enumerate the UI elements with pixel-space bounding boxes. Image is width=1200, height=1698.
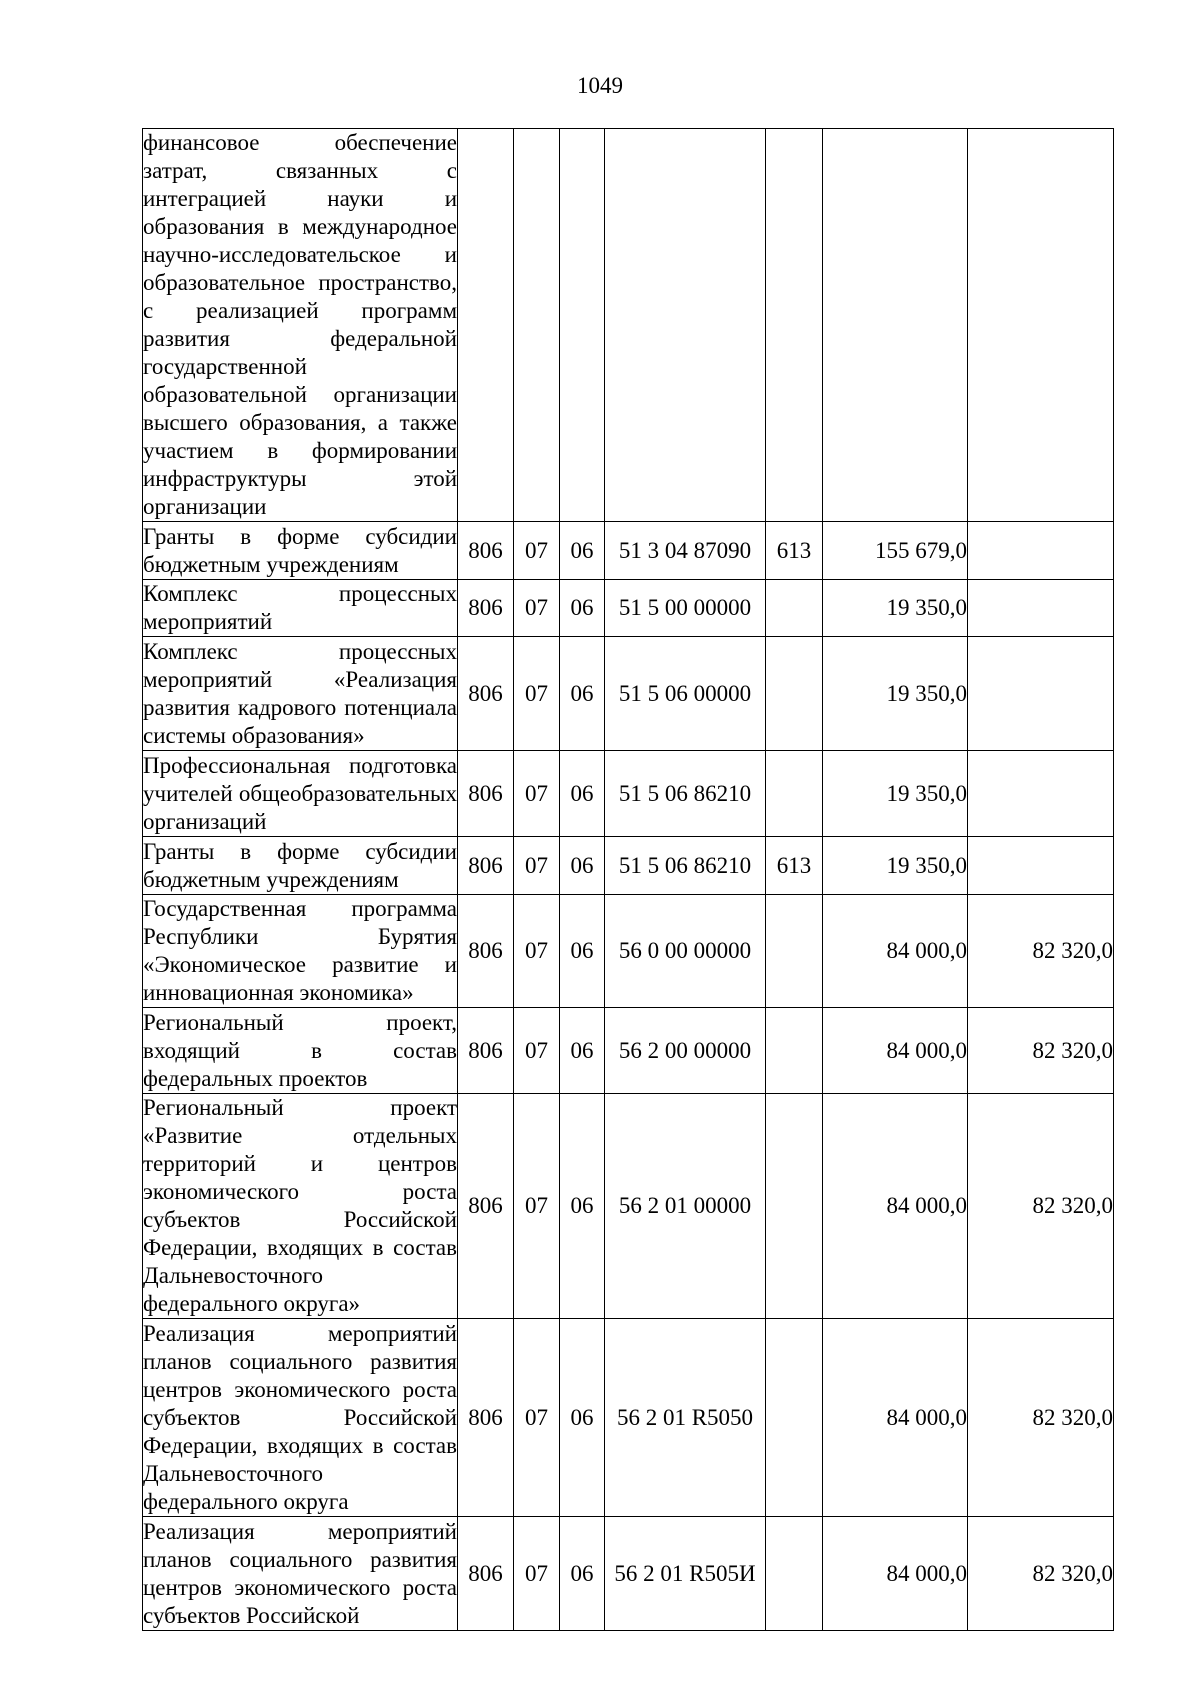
amount-year-1: 155 679,0 [823,522,968,580]
target-article-code: 56 0 00 00000 [605,895,766,1008]
row-description: Региональный проект «Развитие отдельных территорий и центров экономического роста субъектов Российской Федерации, входящих в состав Дальневосточного федерального округа» [143,1094,458,1319]
amount-year-2: 82 320,0 [968,1517,1114,1631]
target-article-code: 51 5 06 86210 [605,837,766,895]
page-number: 1049 [577,73,623,98]
section-code: 07 [514,895,560,1008]
amount-year-2 [968,837,1114,895]
amount-year-1: 19 350,0 [823,751,968,837]
target-article-code [605,129,766,522]
grbs-code: 806 [458,1008,514,1094]
target-article-code: 51 5 06 00000 [605,637,766,751]
amount-year-1: 84 000,0 [823,1517,968,1631]
table-row [143,580,1114,637]
table-row [143,522,1114,580]
target-article-code: 51 3 04 87090 [605,522,766,580]
subsection-code: 06 [560,895,605,1008]
section-code: 07 [514,1094,560,1319]
target-article-code: 51 5 00 00000 [605,580,766,637]
budget-table [142,128,1114,1631]
expense-type-code [766,1319,823,1517]
expense-type-code: 613 [766,837,823,895]
subsection-code: 06 [560,1517,605,1631]
grbs-code: 806 [458,522,514,580]
section-code: 07 [514,580,560,637]
amount-year-1: 84 000,0 [823,1319,968,1517]
subsection-code: 06 [560,1008,605,1094]
expense-type-code [766,129,823,522]
row-description: Реализация мероприятий планов социального развития центров экономического роста субъектов Российской [143,1517,458,1631]
grbs-code: 806 [458,895,514,1008]
row-description: Гранты в форме субсидии бюджетным учреждениям [143,837,458,895]
row-description: Гранты в форме субсидии бюджетным учреждениям [143,522,458,580]
row-description: Реализация мероприятий планов социального развития центров экономического роста субъектов Российской Федерации, входящих в состав Дальневосточного федерального округа [143,1319,458,1517]
expense-type-code: 613 [766,522,823,580]
amount-year-2 [968,580,1114,637]
section-code: 07 [514,637,560,751]
target-article-code: 51 5 06 86210 [605,751,766,837]
grbs-code: 806 [458,637,514,751]
amount-year-1: 84 000,0 [823,1094,968,1319]
expense-type-code [766,751,823,837]
row-description: Государственная программа Республики Бурятия «Экономическое развитие и инновационная экономика» [143,895,458,1008]
amount-year-2: 82 320,0 [968,895,1114,1008]
table-row [143,837,1114,895]
subsection-code [560,129,605,522]
row-description: Профессиональная подготовка учителей общеобразовательных организаций [143,751,458,837]
table-row [143,1008,1114,1094]
expense-type-code [766,1094,823,1319]
target-article-code: 56 2 01 R5050 [605,1319,766,1517]
amount-year-1: 84 000,0 [823,895,968,1008]
subsection-code: 06 [560,837,605,895]
section-code: 07 [514,751,560,837]
table-row [143,129,1114,522]
subsection-code: 06 [560,1094,605,1319]
grbs-code: 806 [458,1094,514,1319]
grbs-code: 806 [458,580,514,637]
subsection-code: 06 [560,522,605,580]
section-code [514,129,560,522]
amount-year-1: 19 350,0 [823,637,968,751]
section-code: 07 [514,1319,560,1517]
target-article-code: 56 2 01 00000 [605,1094,766,1319]
expense-type-code [766,1517,823,1631]
table-row [143,637,1114,751]
amount-year-1 [823,129,968,522]
section-code: 07 [514,1517,560,1631]
amount-year-2 [968,129,1114,522]
grbs-code: 806 [458,1319,514,1517]
amount-year-2 [968,522,1114,580]
table-row [143,1094,1114,1319]
subsection-code: 06 [560,751,605,837]
grbs-code: 806 [458,837,514,895]
table-row [143,1319,1114,1517]
amount-year-2 [968,751,1114,837]
row-description: Комплекс процессных мероприятий [143,580,458,637]
target-article-code: 56 2 00 00000 [605,1008,766,1094]
subsection-code: 06 [560,637,605,751]
row-description: финансовое обеспечение затрат, связанных с интеграцией науки и образования в международное научно-исследовательское и образовательное пространство, с реализацией программ развития федеральной государственной образовательной организации высшего образования, а также участием в формировании инфраструктуры этой организации [143,129,458,522]
amount-year-1: 19 350,0 [823,837,968,895]
table-row [143,751,1114,837]
expense-type-code [766,895,823,1008]
section-code: 07 [514,522,560,580]
expense-type-code [766,580,823,637]
grbs-code: 806 [458,751,514,837]
grbs-code: 806 [458,1517,514,1631]
amount-year-2: 82 320,0 [968,1094,1114,1319]
amount-year-2: 82 320,0 [968,1319,1114,1517]
amount-year-2: 82 320,0 [968,1008,1114,1094]
amount-year-1: 19 350,0 [823,580,968,637]
expense-type-code [766,637,823,751]
amount-year-1: 84 000,0 [823,1008,968,1094]
section-code: 07 [514,837,560,895]
subsection-code: 06 [560,1319,605,1517]
row-description: Региональный проект, входящий в состав федеральных проектов [143,1008,458,1094]
grbs-code [458,129,514,522]
table-row [143,895,1114,1008]
amount-year-2 [968,637,1114,751]
expense-type-code [766,1008,823,1094]
table-row [143,1517,1114,1631]
row-description: Комплекс процессных мероприятий «Реализация развития кадрового потенциала системы образования» [143,637,458,751]
target-article-code: 56 2 01 R505И [605,1517,766,1631]
subsection-code: 06 [560,580,605,637]
section-code: 07 [514,1008,560,1094]
